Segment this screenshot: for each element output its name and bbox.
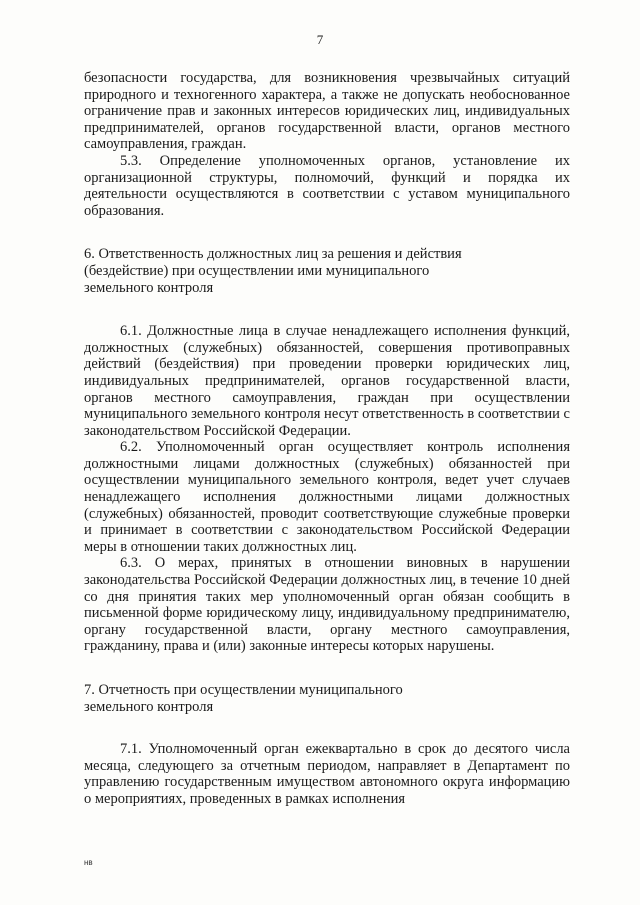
section-7-heading-line1: 7. Отчетность при осуществлении муниципального xyxy=(84,682,403,698)
paragraph-6-3: 6.3. О мерах, принятых в отношении виновных в нарушении законодательства Российской Федерации должностных лиц, в течение 10 дней со дня принятия таких мер уполномоченный орган обязан сообщить в письменной форме юридическому лицу, индивидуальному предпринимателю, органу государственной власти, органу местного самоуправления, гражданину, права и (или) законные интересы которых нарушены. xyxy=(84,555,570,655)
paragraph-5-3: 5.3. Определение уполномоченных органов, установление их организационной структуры, полномочий, функций и порядка их деятельности осуществляются в соответствии с уставом муниципального образования. xyxy=(84,152,570,219)
paragraph-6-2: 6.2. Уполномоченный орган осуществляет контроль исполнения должностными лицами должностных (служебных) обязанностей при осуществлении муниципального земельного контроля, ведет учет случаев ненадлежащего исполнения должностными лицами должностных (служебных) обязанностей, проводит соответствующие служебные проверки и принимает в соответствии с законодательством Российской Федерации меры в отношении таких должностных лиц. xyxy=(84,439,570,555)
page-number: 7 xyxy=(316,32,324,47)
footer-initials: нв xyxy=(84,858,93,867)
section-7-heading xyxy=(84,682,570,715)
paragraph-7-1: 7.1. Уполномоченный орган ежеквартально в срок до десятого числа месяца, следующего за отчетным периодом, направляет в Департамент по управлению государственным имуществом автономного округа информацию о мероприятиях, проведенных в рамках исполнения xyxy=(84,741,570,807)
paragraph-continuation: безопасности государства, для возникновения чрезвычайных ситуаций природного и техногенного характера, а также не допускать необоснованное ограничение прав и законных интересов юридических лиц, индивидуальных предпринимателей, органов государственной власти, органов местного самоуправления, граждан. xyxy=(84,70,570,153)
section-6-heading xyxy=(84,246,570,296)
section-6-heading-line3: земельного контроля xyxy=(84,279,214,296)
document-body xyxy=(84,70,570,808)
section-6-heading-line2: (бездействие) при осуществлении ими муниципального xyxy=(84,262,430,279)
section-6-heading-line1: 6. Ответственность должностных лиц за решения и действия xyxy=(84,246,462,263)
paragraph-6-1: 6.1. Должностные лица в случае ненадлежащего исполнения функций, должностных (служебных) обязанностей, совершения противоправных действий (бездействия) при проведении проверки юридических лиц, индивидуальных предпринимателей, органов государственной власти, органов местного самоуправления, граждан при осуществлении муниципального земельного контроля несут ответственность в соответствии с законодательством Российской Федерации. xyxy=(84,323,570,439)
section-7-heading-line2: земельного контроля xyxy=(84,698,214,715)
